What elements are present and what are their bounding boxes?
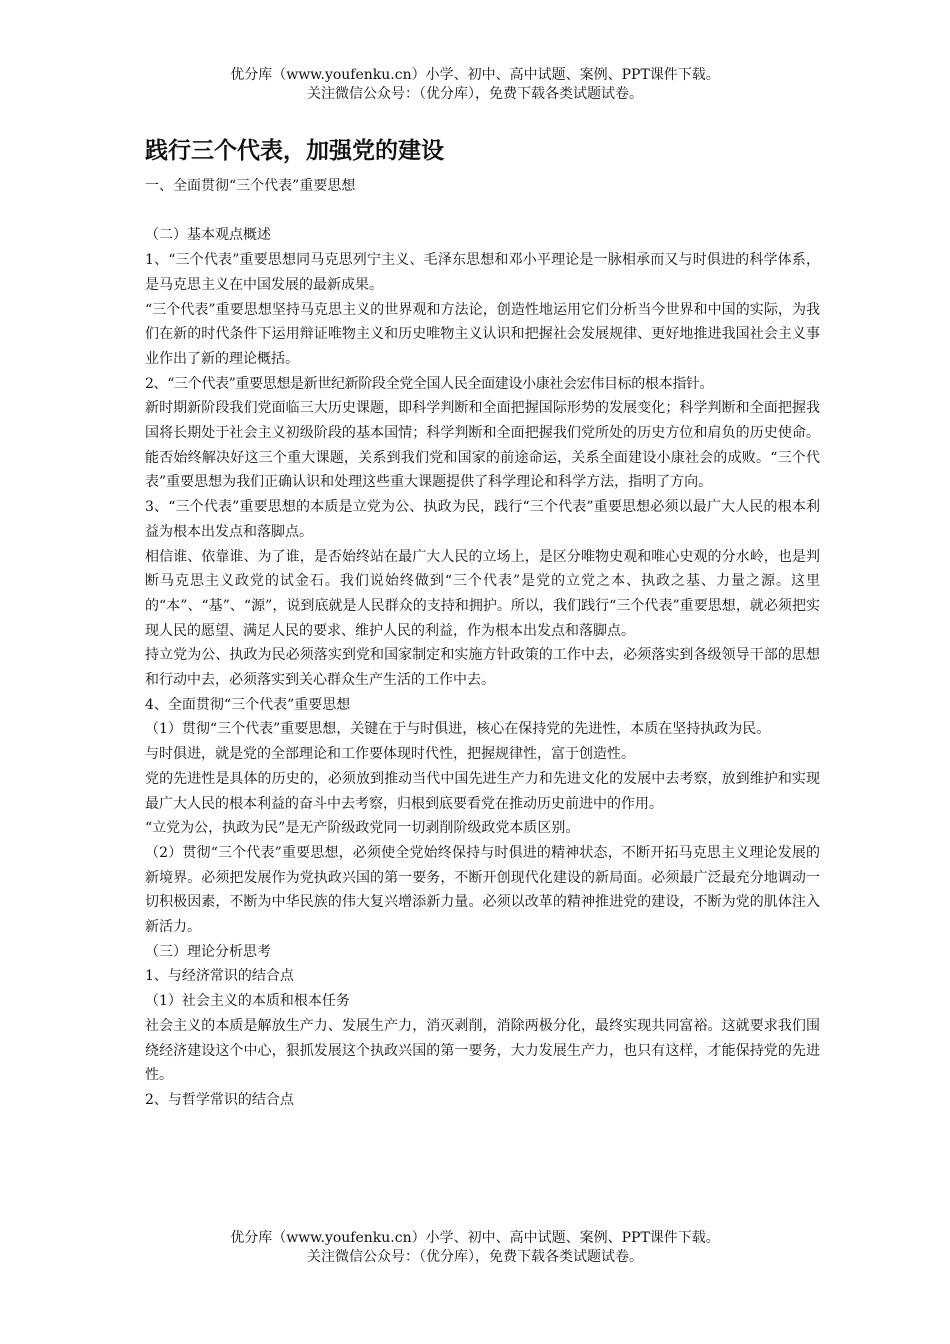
paragraph: 社会主义的本质是解放生产力、发展生产力，消灭剥削，消除两极分化，最终实现共同富裕。这就要求我们围绕经济建设这个中心，狠抓发展这个执政兴国的第一要务，大力发展生产力，也只有这样，才能保持党的先进性。 xyxy=(145,1017,820,1084)
paragraph: 2、与哲学常识的结合点 xyxy=(145,1092,294,1108)
paragraph: “立党为公，执政为民”是无产阶级政党同一切剥削阶级政党本质区别。 xyxy=(145,820,580,837)
paragraph: 4、全面贯彻“三个代表”重要思想 xyxy=(145,696,351,713)
paragraph: 2、“三个代表”重要思想是新世纪新阶段全党全国人民全面建设小康社会宏伟目标的根本指针。 xyxy=(145,375,714,392)
page-footer xyxy=(0,1229,950,1267)
paragraph: （1）社会主义的本质和根本任务 xyxy=(145,993,350,1010)
subsection-heading: （三）理论分析思考 xyxy=(145,943,271,960)
paragraph: （2）贯彻“三个代表”重要思想，必须使全党始终保持与时俱进的精神状态，不断开拓马克思主义理论发展的新境界。必须把发展作为党执政兴国的第一要务，不断开创现代化建设的新局面。必须最广泛最充分地调动一切积极因素，不断为中华民族的伟大复兴增添新力量。必须以改革的精神推进党的建设，不断为党的肌体注入新活力。 xyxy=(145,844,820,936)
footer-line-1: 优分库（www.youfenku.cn）小学、初中、高中试题、案例、PPT课件下载。 xyxy=(230,1230,720,1246)
page-header xyxy=(0,66,950,104)
paragraph: 1、与经济常识的结合点 xyxy=(145,968,294,985)
paragraph: 与时俱进，就是党的全部理论和工作要体现时代性，把握规律性，富于创造性。 xyxy=(145,746,635,763)
document-body xyxy=(145,134,820,1113)
paragraph: 新时期新阶段我们党面临三大历史课题，即科学判断和全面把握国际形势的发展变化；科学判断和全面把握我国将长期处于社会主义初级阶段的基本国情；科学判断和全面把握我们党所处的历史方位和肩负的历史使命。能否始终解决好这三个重大课题，关系到我们党和国家的前途命运，关系全面建设小康社会的成败。“三个代表”重要思想为我们正确认识和处理这些重大课题提供了科学理论和科学方法，指明了方向。 xyxy=(145,400,820,491)
paragraph: 3、“三个代表”重要思想的本质是立党为公、执政为民，践行“三个代表”重要思想必须以最广大人民的根本利益为根本出发点和落脚点。 xyxy=(145,499,820,540)
paragraph: 1、“三个代表”重要思想同马克思列宁主义、毛泽东思想和邓小平理论是一脉相承而又与时俱进的科学体系，是马克思主义在中国发展的最新成果。 xyxy=(145,252,820,293)
subsection-heading: （二）基本观点概述 xyxy=(145,227,271,244)
paragraph: 相信谁、依靠谁、为了谁，是否始终站在最广大人民的立场上，是区分唯物史观和唯心史观的分水岭，也是判断马克思主义政党的试金石。我们说始终做到“三个代表”是党的立党之本、执政之基、力量之源。这里的“本”、“基”、“源”，说到底就是人民群众的支持和拥护。所以，我们践行“三个代表”重要思想，就必须把实现人民的愿望、满足人民的要求、维护人民的利益，作为根本出发点和落脚点。 xyxy=(145,548,820,639)
footer-line-2: 关注微信公众号：（优分库），免费下载各类试题试卷。 xyxy=(307,1249,643,1265)
document-title: 践行三个代表，加强党的建设 xyxy=(145,138,444,164)
section-heading: 一、全面贯彻“三个代表”重要思想 xyxy=(145,178,356,194)
header-line-2: 关注微信公众号：（优分库），免费下载各类试题试卷。 xyxy=(307,86,643,102)
paragraph: 党的先进性是具体的历史的，必须放到推动当代中国先进生产力和先进文化的发展中去考察，放到维护和实现最广大人民的根本利益的奋斗中去考察，归根到底要看党在推动历史前进中的作用。 xyxy=(145,770,820,812)
paragraph: “三个代表”重要思想坚持马克思主义的世界观和方法论，创造性地运用它们分析当今世界和中国的实际，为我们在新的时代条件下运用辩证唯物主义和历史唯物主义认识和把握社会发展规律、更好地推进我国社会主义事业作出了新的理论概括。 xyxy=(145,301,820,367)
header-line-1: 优分库（www.youfenku.cn）小学、初中、高中试题、案例、PPT课件下载。 xyxy=(230,67,720,83)
paragraph: 持立党为公、执政为民必须落实到党和国家制定和实施方针政策的工作中去，必须落实到各级领导干部的思想和行动中去，必须落实到关心群众生产生活的工作中去。 xyxy=(145,647,820,689)
paragraph: （1）贯彻“三个代表”重要思想，关键在于与时俱进，核心在保持党的先进性，本质在坚持执政为民。 xyxy=(145,721,771,738)
